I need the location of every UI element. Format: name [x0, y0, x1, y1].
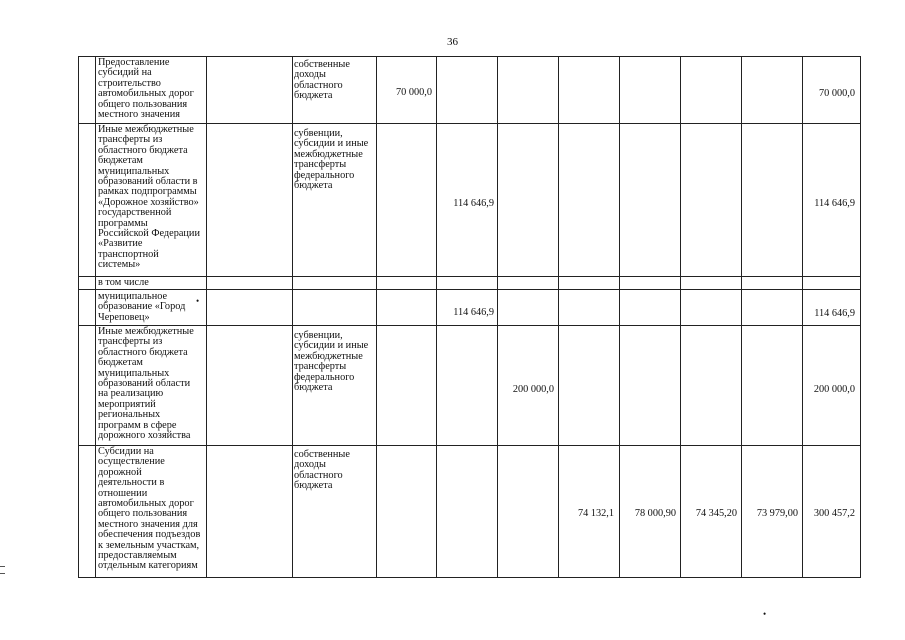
budget-table	[78, 56, 861, 578]
row-name: Иные межбюджетные трансферты из областного бюджета бюджетам муниципальных образований области в рамках подпрограммы «Дорожное хозяйство» государственной программы Российской Федерации «Развитие транспортной системы»	[98, 124, 200, 271]
row-value: 74 132,1	[577, 508, 614, 519]
row-total: 114 646,9	[814, 308, 855, 319]
row-value: 114 646,9	[453, 307, 494, 318]
col-divider	[741, 56, 742, 578]
row-source: субвенции, субсидии и иные межбюджетные трансферты федерального бюджета	[294, 128, 369, 192]
col-divider	[292, 56, 293, 578]
row-total: 300 457,2	[813, 508, 855, 519]
row-divider	[78, 123, 861, 124]
col-divider	[206, 56, 207, 578]
row-divider	[78, 325, 861, 326]
table-border-top	[78, 56, 861, 57]
scan-edge-mark	[0, 566, 5, 567]
row-divider	[78, 276, 861, 277]
row-value: 114 646,9	[453, 198, 494, 209]
col-divider	[558, 56, 559, 578]
row-divider	[78, 289, 861, 290]
col-divider	[95, 56, 96, 578]
bullet-mark: •	[196, 296, 200, 306]
row-source: собственные доходы областного бюджета	[294, 59, 350, 102]
col-divider	[376, 56, 377, 578]
row-name: Субсидии на осуществление дорожной деятельности в отношении автомобильных дорог общего пользования местного значения для обеспечения подъездов к земельным участкам, предоставляемым отдельным категориям	[98, 446, 201, 572]
row-total: 114 646,9	[814, 198, 855, 209]
row-value: 74 345,20	[695, 508, 737, 519]
row-total: 200 000,0	[813, 384, 855, 395]
table-border-bottom	[78, 577, 861, 578]
row-value: 78 000,90	[634, 508, 676, 519]
row-source: субвенции, субсидии и иные межбюджетные трансферты федерального бюджета	[294, 330, 369, 394]
row-name: муниципальное образование «Город Череповец»	[98, 291, 186, 323]
row-value: 73 979,00	[756, 508, 798, 519]
col-divider	[497, 56, 498, 578]
table-border-right	[860, 56, 861, 578]
row-divider	[78, 445, 861, 446]
page-number: 36	[447, 36, 458, 48]
row-name: Иные межбюджетные трансферты из областного бюджета бюджетам муниципальных образований области на реализацию мероприятий региональных программ в сфере дорожного хозяйства	[98, 326, 194, 442]
scan-edge-mark	[0, 573, 5, 574]
bottom-dot-mark: •	[763, 609, 767, 619]
col-divider	[680, 56, 681, 578]
row-total: 70 000,0	[818, 88, 855, 99]
row-source: собственные доходы областного бюджета	[294, 449, 350, 492]
row-value: 70 000,0	[395, 87, 432, 98]
col-divider	[619, 56, 620, 578]
row-value: 200 000,0	[512, 384, 554, 395]
col-divider	[78, 56, 79, 578]
row-name: в том числе	[98, 277, 149, 288]
row-name: Предоставление субсидий на строительство автомобильных дорог общего пользования местного значения	[98, 57, 194, 121]
